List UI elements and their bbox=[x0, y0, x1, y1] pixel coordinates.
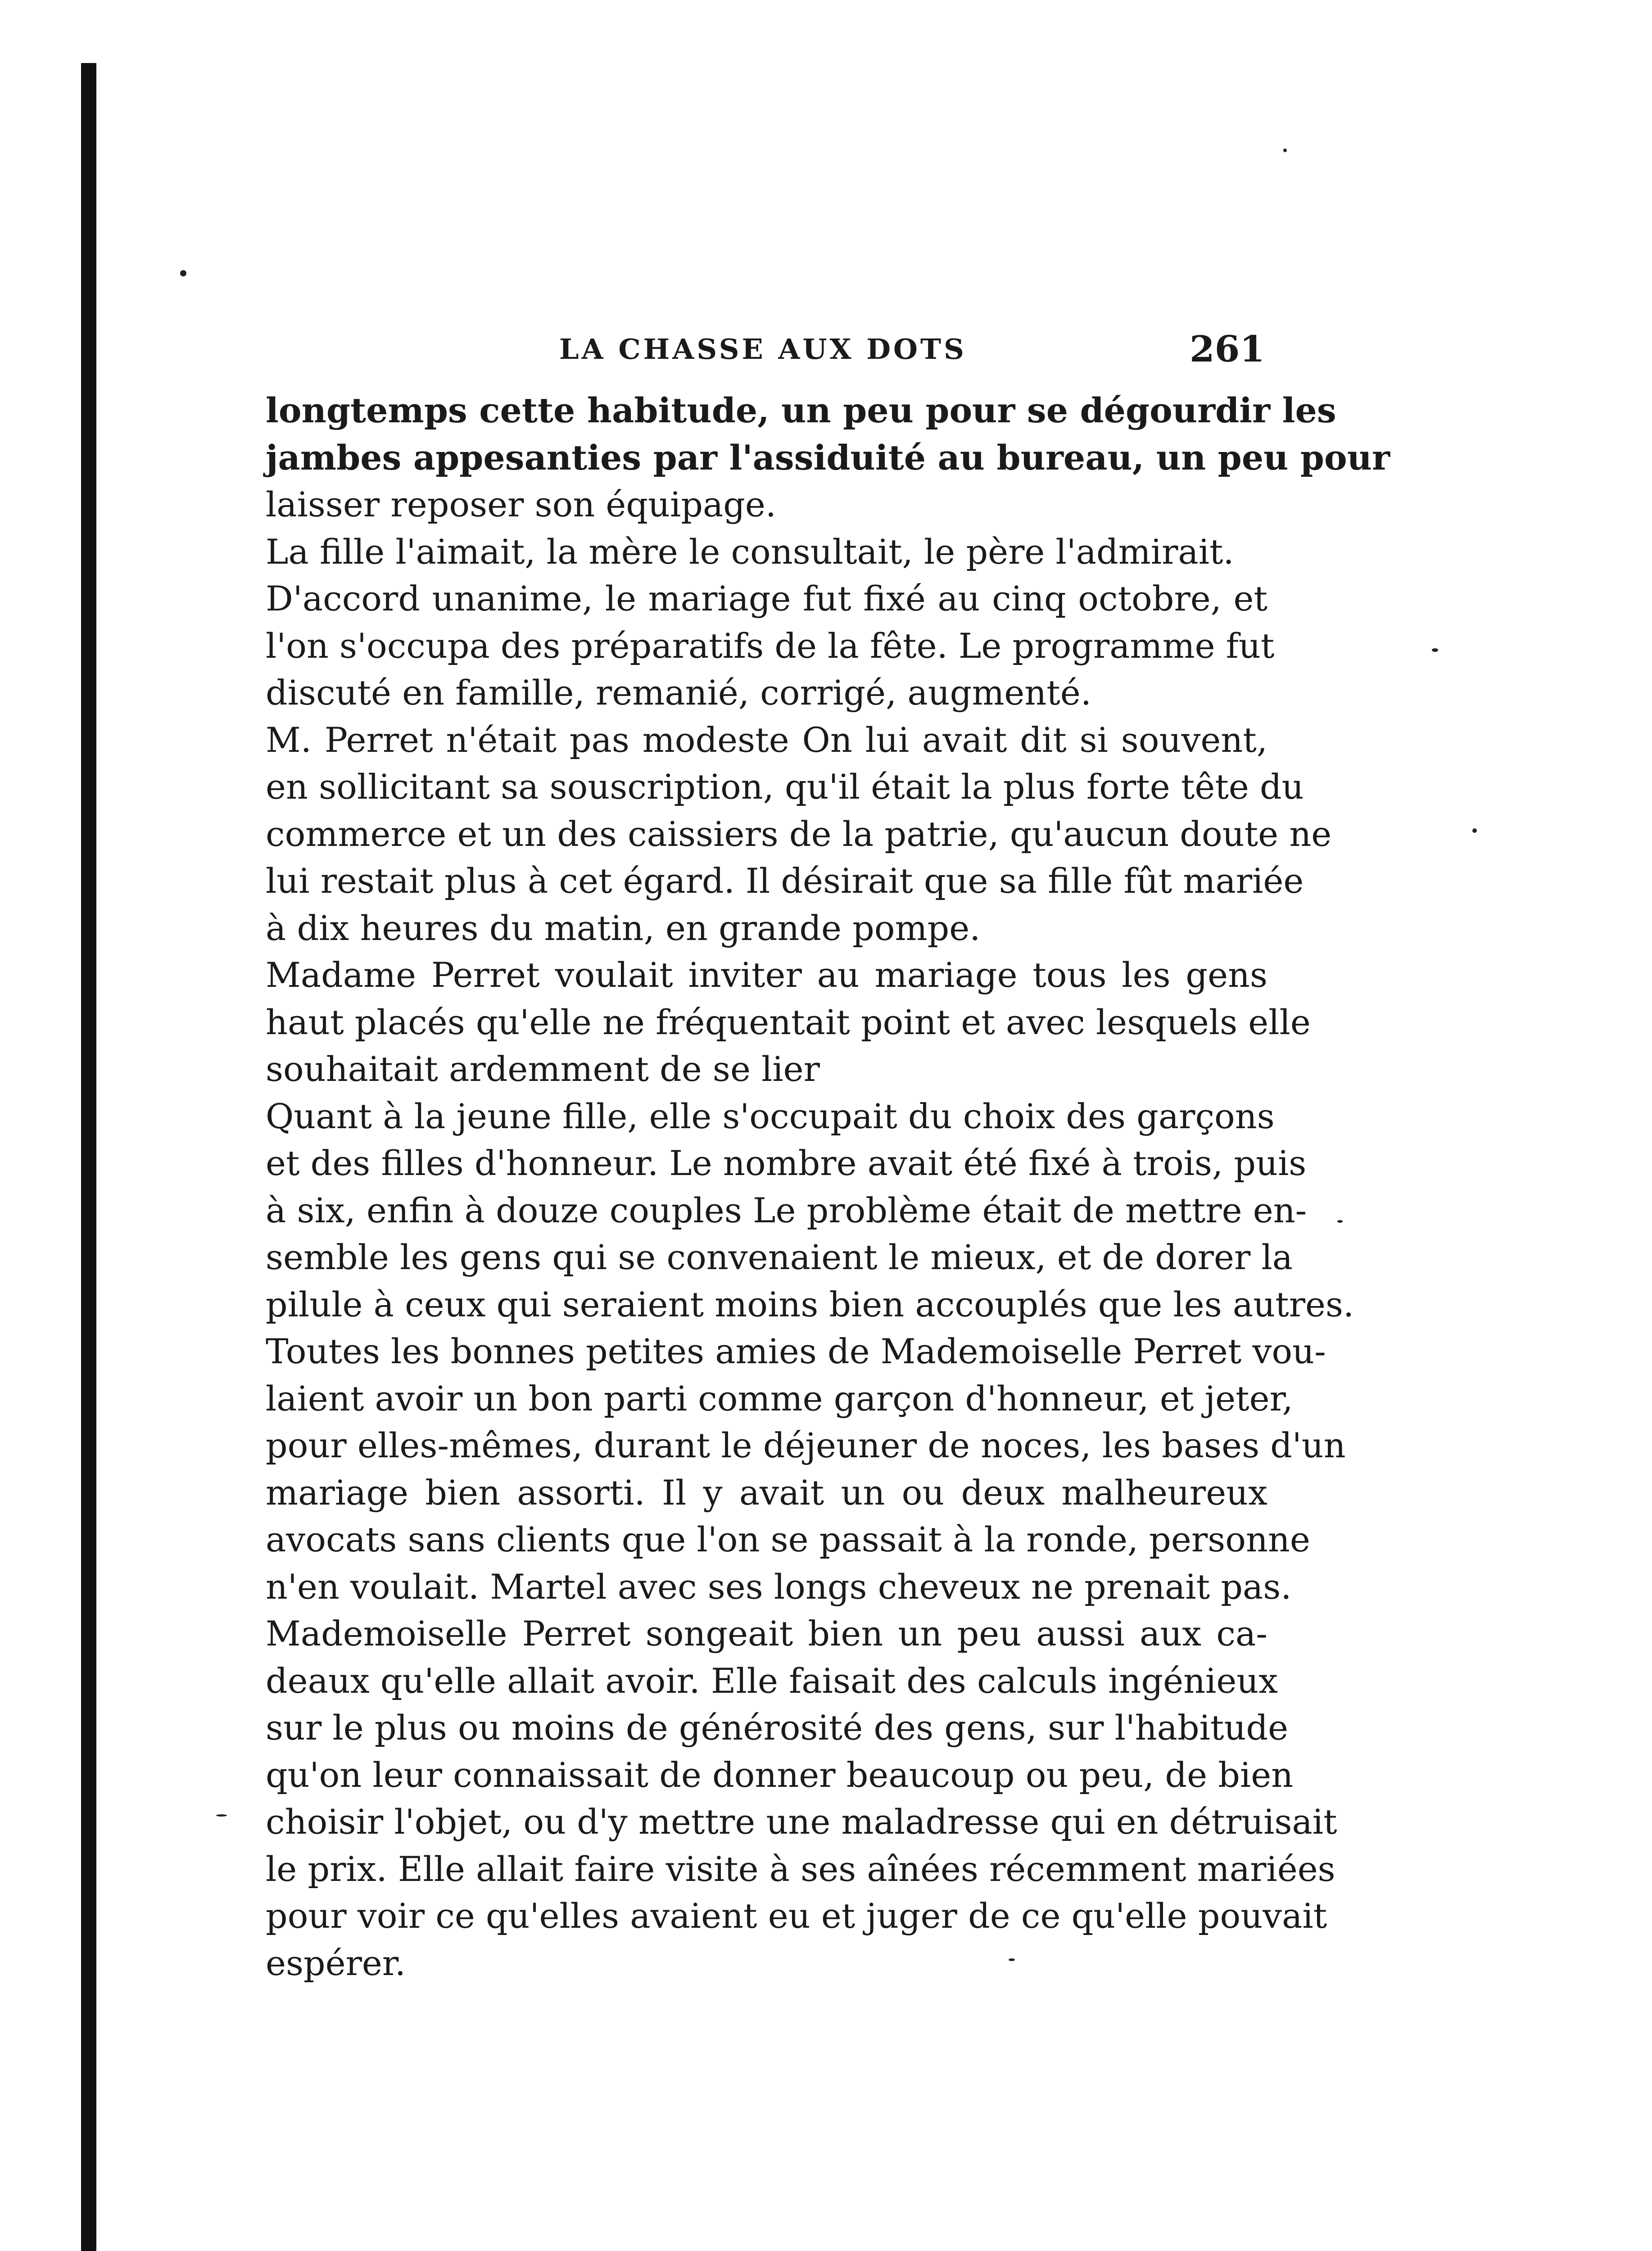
scan-speck bbox=[1009, 1958, 1015, 1961]
running-header bbox=[261, 324, 1265, 374]
text-line: Madame Perret voulait inviter au mariage tous les gens bbox=[266, 955, 1267, 995]
running-title: LA CHASSE AUX DOTS bbox=[559, 332, 967, 366]
text-line: semble les gens qui se convenaient le mieux, et de dorer la bbox=[266, 1237, 1293, 1277]
scan-speck bbox=[1472, 828, 1477, 833]
text-line: deaux qu'elle allait avoir. Elle faisait des calculs ingénieux bbox=[266, 1660, 1278, 1701]
text-line: pour elles-mêmes, durant le déjeuner de noces, les bases d'un bbox=[266, 1425, 1346, 1465]
text-line: haut placés qu'elle ne fréquentait point et avec lesquels elle bbox=[266, 1002, 1311, 1042]
text-line: sur le plus ou moins de générosité des gens, sur l'habitude bbox=[266, 1708, 1289, 1748]
text-line: pilule à ceux qui seraient moins bien accouplés que les autres. bbox=[266, 1284, 1354, 1324]
text-line: et des filles d'honneur. Le nombre avait été fixé à trois, puis bbox=[266, 1143, 1307, 1183]
text-line: commerce et un des caissiers de la patrie, qu'aucun doute ne bbox=[266, 814, 1332, 854]
scan-speck bbox=[216, 1814, 227, 1817]
text-line: lui restait plus à cet égard. Il désirait que sa fille fût mariée bbox=[266, 861, 1304, 901]
text-line: le prix. Elle allait faire visite à ses aînées récemment mariées bbox=[266, 1849, 1335, 1889]
text-line: pour voir ce qu'elles avaient eu et juger de ce qu'elle pouvait bbox=[266, 1896, 1327, 1936]
scan-speck bbox=[180, 270, 186, 276]
text-line: à six, enfin à douze couples Le problème était de mettre en- bbox=[266, 1190, 1307, 1230]
text-line: discuté en famille, remanié, corrigé, augmenté. bbox=[266, 673, 1091, 713]
text-line: Mademoiselle Perret songeait bien un peu aussi aux ca- bbox=[266, 1614, 1267, 1654]
text-line: à dix heures du matin, en grande pompe. bbox=[266, 908, 981, 948]
text-line: qu'on leur connaissait de donner beaucoup ou peu, de bien bbox=[266, 1754, 1294, 1795]
text-line: n'en voulait. Martel avec ses longs cheveux ne prenait pas. bbox=[266, 1566, 1292, 1607]
text-line: choisir l'objet, ou d'y mettre une maladresse qui en détruisait bbox=[266, 1802, 1337, 1842]
text-line: l'on s'occupa des préparatifs de la fête. Le programme fut bbox=[266, 625, 1275, 666]
page-number: 261 bbox=[1190, 328, 1265, 370]
text-line: La fille l'aimait, la mère le consultait, le père l'admirait. bbox=[266, 531, 1234, 572]
text-line: jambes appesanties par l'assiduité au bureau, un peu pour bbox=[266, 437, 1390, 478]
text-line: Toutes les bonnes petites amies de Mademoiselle Perret vou- bbox=[266, 1331, 1326, 1371]
text-line: Quant à la jeune fille, elle s'occupait du choix des garçons bbox=[266, 1096, 1275, 1136]
scan-speck bbox=[1432, 648, 1438, 652]
text-line: laient avoir un bon parti comme garçon d'honneur, et jeter, bbox=[266, 1378, 1293, 1419]
scan-speck bbox=[1337, 1220, 1343, 1223]
text-line: mariage bien assorti. Il y avait un ou deux malheureux bbox=[266, 1472, 1267, 1513]
text-line: M. Perret n'était pas modeste On lui avait dit si souvent, bbox=[266, 719, 1267, 760]
text-line: D'accord unanime, le mariage fut fixé au cinq octobre, et bbox=[266, 579, 1267, 619]
text-line: souhaitait ardemment de se lier bbox=[266, 1049, 820, 1089]
text-line: laisser reposer son équipage. bbox=[266, 484, 777, 524]
scan-speck bbox=[1283, 149, 1287, 152]
text-line: en sollicitant sa souscription, qu'il était la plus forte tête du bbox=[266, 767, 1304, 807]
body-text bbox=[266, 387, 1390, 1987]
text-line: espérer. bbox=[266, 1943, 406, 1983]
scan-border bbox=[81, 63, 96, 2251]
text-line: avocats sans clients que l'on se passait à la ronde, personne bbox=[266, 1519, 1310, 1559]
text-line: longtemps cette habitude, un peu pour se dégourdir les bbox=[266, 390, 1336, 430]
